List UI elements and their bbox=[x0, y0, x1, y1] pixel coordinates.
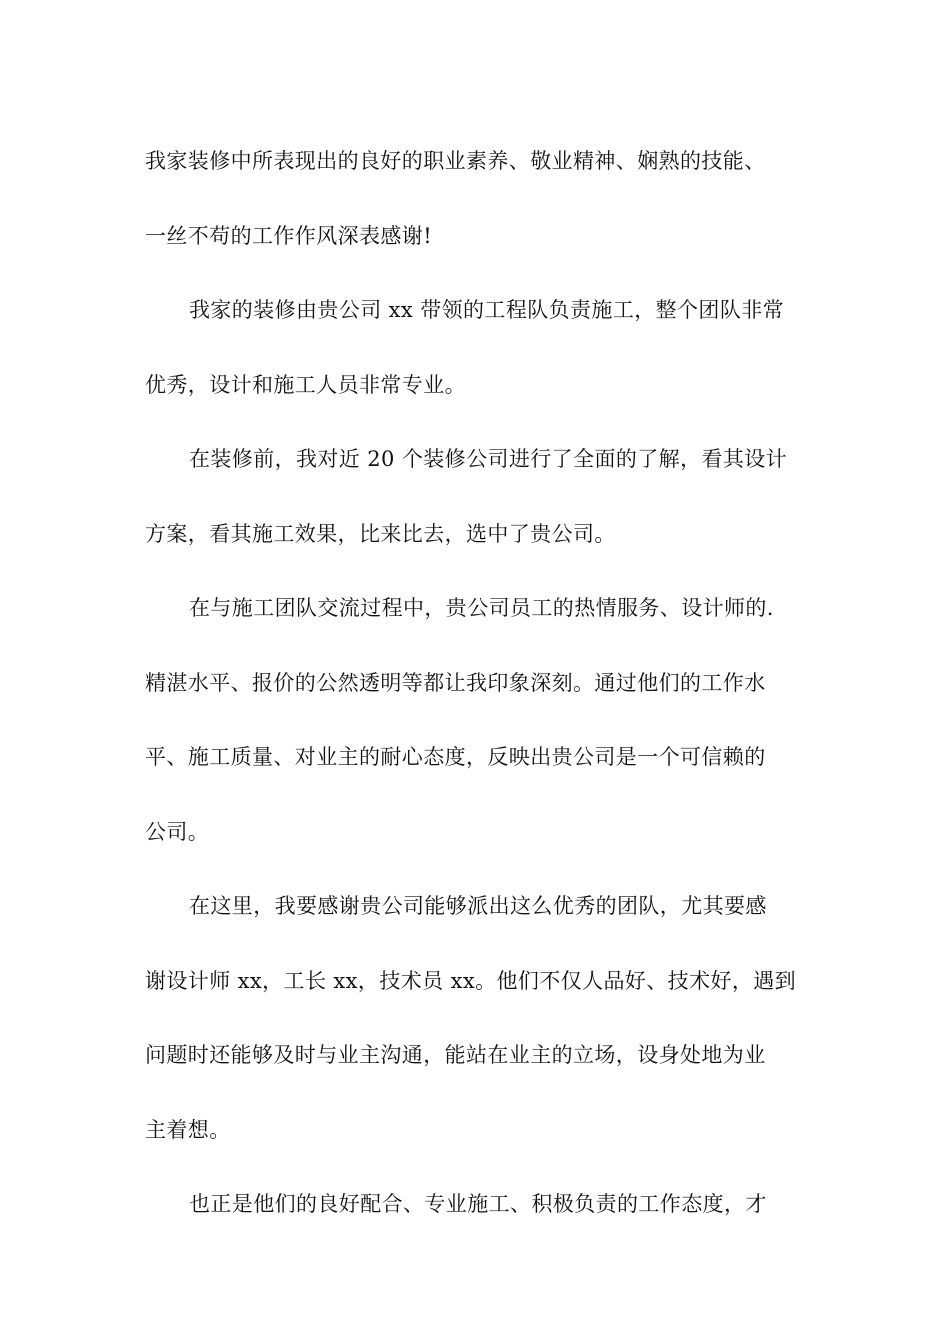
paragraph-start-line: 也正是他们的良好配合、专业施工、积极负责的工作态度，才 bbox=[189, 1192, 767, 1216]
text-line: 平、施工质量、对业主的耐心态度，反映出贵公司是一个可信赖的 bbox=[145, 745, 766, 769]
text-line: 精湛水平、报价的公然透明等都让我印象深刻。通过他们的工作水 bbox=[145, 670, 766, 695]
text-line: 问题时还能够及时与业主沟通，能站在业主的立场，设身处地为业 bbox=[145, 1043, 766, 1067]
text-line: 一丝不苟的工作作风深表感谢! bbox=[145, 223, 433, 248]
text-line: 主着想。 bbox=[145, 1117, 231, 1142]
paragraph-start-line: 在这里，我要感谢贵公司能够派出这么优秀的团队，尤其要感 bbox=[189, 894, 767, 918]
text-line: 优秀，设计和施工人员非常专业。 bbox=[145, 372, 466, 397]
text-line: 谢设计师 xx，工长 xx，技术员 xx。他们不仅人品好、技术好，遇到 bbox=[145, 968, 797, 993]
text-line: 方案，看其施工效果，比来比去，选中了贵公司。 bbox=[145, 521, 616, 546]
paragraph-start-line: 我家的装修由贵公司 xx 带领的工程队负责施工，整个团队非常 bbox=[189, 298, 785, 322]
text-line: 我家装修中所表现出的良好的职业素养、敬业精神、娴熟的技能、 bbox=[145, 149, 766, 173]
paragraph-start-line: 在与施工团队交流过程中，贵公司员工的热情服务、设计师的. bbox=[189, 596, 774, 620]
letter-body bbox=[145, 124, 810, 1242]
text-line: 公司。 bbox=[145, 819, 210, 844]
paragraph-start-line: 在装修前，我对近 20 个装修公司进行了全面的了解，看其设计 bbox=[189, 447, 788, 471]
